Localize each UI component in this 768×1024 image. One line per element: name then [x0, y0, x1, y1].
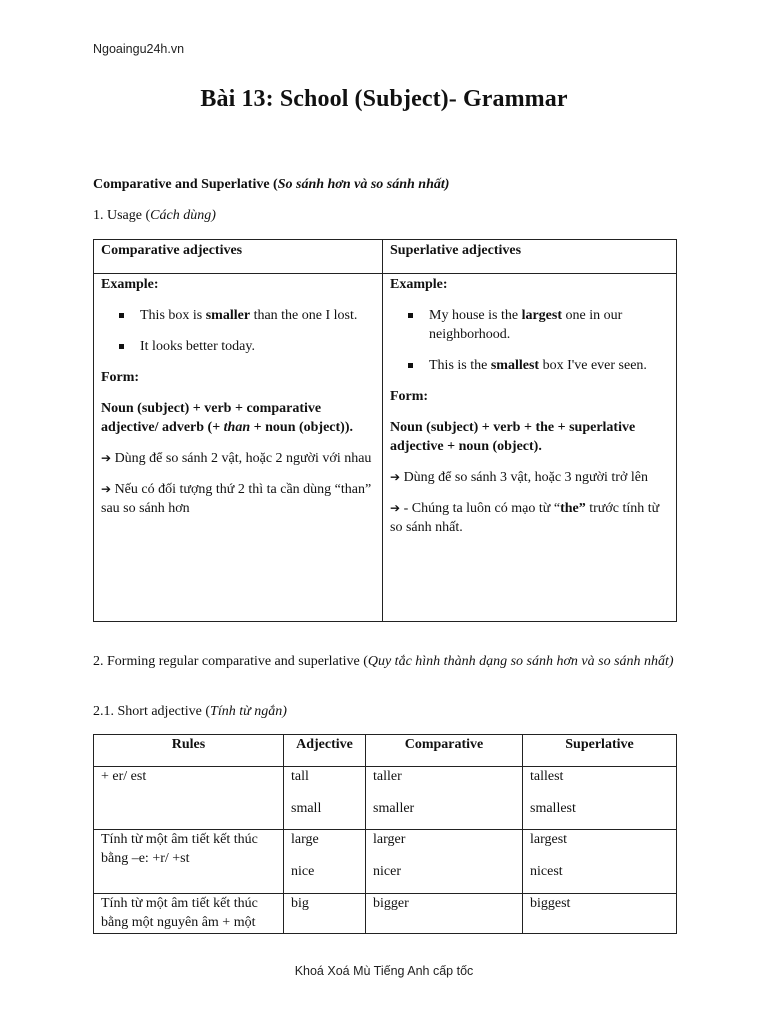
note-text: trước tính từ so sánh nhất. [390, 501, 660, 535]
superlative-example-list [390, 306, 669, 375]
example-keyword: largest [521, 308, 562, 323]
usage-heading [93, 206, 676, 226]
table-row [94, 830, 677, 894]
adjective-cell [284, 767, 366, 830]
example-text: box I've ever seen. [539, 358, 647, 373]
superlative-form-label: Form: [390, 389, 429, 404]
rule-cell: Tính từ một âm tiết kết thúc bằng một nguyên âm + một [94, 894, 284, 934]
example-text: This is the [429, 358, 491, 373]
comparative-value: taller [373, 769, 402, 784]
example-text: This box is [140, 308, 206, 323]
comparative-formula [101, 399, 375, 437]
header-comparative: Comparative [366, 735, 523, 767]
header-rules: Rules [94, 735, 284, 767]
superlative-cell: biggest [523, 894, 677, 934]
superlative-header: Superlative adjectives [383, 240, 677, 274]
header-superlative: Superlative [523, 735, 677, 767]
header-adjective: Adjective [284, 735, 366, 767]
usage-table [93, 239, 677, 622]
forming-heading [93, 652, 676, 671]
usage-heading-text: 1. Usage ( [93, 208, 151, 223]
note-text: - Chúng ta luôn có mạo từ “ [400, 501, 561, 516]
comparative-example-list [101, 306, 375, 356]
list-item [429, 306, 669, 344]
short-adjective-table [93, 734, 677, 934]
comparative-cell [366, 830, 523, 894]
short-adjective-heading-translation: Tính từ ngắn) [210, 704, 287, 719]
usage-heading-translation: Cách dùng) [150, 208, 216, 223]
comparative-cell [366, 767, 523, 830]
table-row [94, 894, 677, 934]
section-heading [93, 175, 676, 195]
adjective-value: nice [291, 864, 315, 879]
comparative-value: smaller [373, 801, 415, 816]
example-text: one in our neighborhood. [429, 308, 623, 342]
adjective-value: large [291, 832, 319, 847]
arrow-icon: ➔ [101, 451, 112, 465]
arrow-icon: ➔ [390, 501, 401, 515]
footer-text: Khoá Xoá Mù Tiếng Anh cấp tốc [294, 964, 474, 978]
example-text: My house is the [429, 308, 522, 323]
example-keyword: smaller [205, 308, 251, 323]
superlative-cell [523, 767, 677, 830]
forming-heading-text: 2. Forming regular comparative and superlative ( [93, 654, 368, 669]
rule-cell: + er/ est [94, 767, 284, 830]
formula-text: Noun (subject) + verb + comparative adjective/ adverb (+ [101, 401, 322, 435]
page-title: Bài 13: School (Subject)- Grammar [200, 86, 568, 112]
example-text: It looks better today. [140, 339, 255, 354]
comparative-note-1 [101, 449, 375, 468]
adjective-value: tall [291, 769, 309, 784]
note-keyword: the” [560, 501, 586, 516]
comparative-cell: bigger [366, 894, 523, 934]
comparative-cell [94, 274, 383, 622]
superlative-cell [383, 274, 677, 622]
superlative-cell [523, 830, 677, 894]
list-item [140, 306, 375, 325]
note-text: Nếu có đối tượng thứ 2 thì ta cần dùng “than” sau so sánh hơn [101, 482, 372, 516]
comparative-header: Comparative adjectives [94, 240, 383, 274]
adjective-cell [284, 830, 366, 894]
forming-heading-translation: Quy tắc hình thành dạng so sánh hơn và so sánh nhất) [367, 654, 674, 669]
site-name: Ngoaingu24h.vn [93, 42, 185, 56]
note-text: Dùng để so sánh 3 vật, hoặc 3 người trở lên [400, 470, 648, 485]
arrow-icon: ➔ [390, 470, 401, 484]
adjective-value: small [291, 801, 322, 816]
note-text: Dùng để so sánh 2 vật, hoặc 2 người với nhau [111, 451, 372, 466]
example-text: than the one I lost. [250, 308, 358, 323]
formula-than: than [223, 420, 251, 435]
adjective-cell: big [284, 894, 366, 934]
comparative-form-label: Form: [101, 370, 140, 385]
formula-text: + noun (object)). [250, 420, 354, 435]
table-row [94, 767, 677, 830]
short-adjective-heading-text: 2.1. Short adjective ( [93, 704, 211, 719]
list-item [140, 337, 375, 356]
comparative-value: nicer [373, 864, 401, 879]
superlative-note-2 [390, 499, 669, 537]
example-keyword: smallest [490, 358, 540, 373]
superlative-value: nicest [530, 864, 563, 879]
short-adjective-heading [93, 702, 676, 722]
section-heading-translation: So sánh hơn và so sánh nhất) [277, 177, 450, 192]
superlative-formula: Noun (subject) + verb + the + superlative adjective + noun (object). [390, 420, 636, 454]
section-heading-text: Comparative and Superlative ( [93, 177, 278, 192]
comparative-example-label: Example: [101, 277, 159, 292]
rule-cell: Tính từ một âm tiết kết thúc bằng –e: +r/ +st [94, 830, 284, 894]
superlative-value: smallest [530, 801, 576, 816]
arrow-icon: ➔ [101, 482, 112, 496]
superlative-value: largest [530, 832, 568, 847]
superlative-example-label: Example: [390, 277, 448, 292]
comparative-note-2 [101, 480, 375, 518]
comparative-value: larger [373, 832, 406, 847]
list-item [429, 356, 669, 375]
superlative-value: tallest [530, 769, 564, 784]
superlative-note-1 [390, 468, 669, 487]
